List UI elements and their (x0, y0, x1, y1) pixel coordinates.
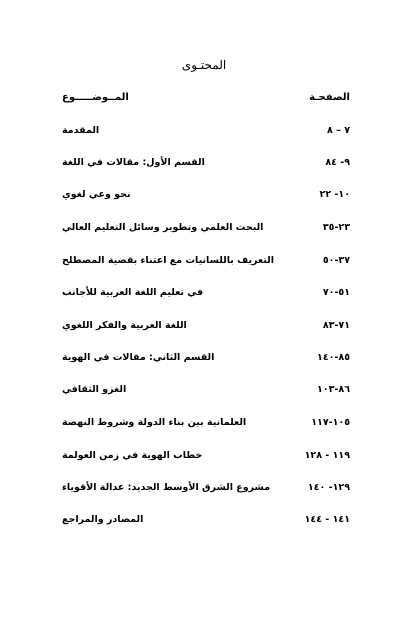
contents-pages: ٢٣-٣٥ (322, 221, 350, 233)
contents-topic: القسم الثاني: مقالات في الهوية (62, 351, 215, 363)
contents-pages: ٧ – ٨ (327, 124, 350, 136)
contents-topic: نحو وعي لغوي (62, 188, 131, 200)
page-title: المحتـوى (181, 58, 227, 72)
contents-topic: العلمانية بين بناء الدولة وشروط النهضة (62, 416, 247, 428)
contents-pages: ٨٥-١٤٠ (317, 351, 350, 363)
contents-row (62, 121, 350, 139)
contents-row (62, 153, 350, 171)
contents-pages: ١١٩ - ١٢٨ (304, 449, 350, 461)
contents-topic: التعريف باللسانيات مع اعتناء بقضية المصطلح (62, 254, 274, 266)
contents-topic: البحث العلمي وتطوير وسائل التعليم العالي (62, 221, 264, 233)
contents-pages: ١٤١ - ١٤٤ (304, 513, 350, 525)
contents-topic: المقدمة (62, 124, 100, 136)
contents-row (62, 446, 350, 464)
contents-topic: خطاب الهوية في زمن العولمة (62, 449, 203, 461)
contents-pages: ١٠- ٢٢ (319, 188, 350, 200)
contents-pages: ١٠٥-١١٧ (311, 416, 350, 428)
contents-topic: القسم الأول: مقالات في اللغة (62, 156, 205, 168)
contents-header (62, 88, 350, 106)
page-column-header: الصفحـة (309, 91, 350, 103)
contents-row (62, 283, 350, 301)
contents-topic: مشروع الشرق الأوسط الجديد: عدالة الأقوياء (62, 481, 271, 493)
contents-pages: ٣٧-٥٠ (322, 254, 350, 266)
contents-pages: ٩- ٨٤ (325, 156, 350, 168)
contents-row (62, 413, 350, 431)
contents-row (62, 218, 350, 236)
contents-pages: ٥١-٧٠ (322, 286, 350, 298)
contents-row (62, 348, 350, 366)
contents-pages: ٧١-٨٣ (322, 319, 350, 331)
contents-topic: اللغة العربية والفكر اللغوي (62, 319, 187, 331)
contents-row (62, 185, 350, 203)
contents-row (62, 478, 350, 496)
contents-topic: المصادر والمراجع (62, 513, 144, 525)
contents-row (62, 510, 350, 528)
contents-row (62, 316, 350, 334)
contents-row (62, 380, 350, 398)
contents-topic: الغزو الثقافي (62, 383, 127, 395)
contents-row (62, 251, 350, 269)
contents-pages: ٨٦-١٠٣ (317, 383, 350, 395)
topic-column-header: المــوضـــــوع (62, 91, 129, 103)
contents-pages: ١٢٩- ١٤٠ (307, 481, 350, 493)
contents-topic: في تعليم اللغة العربية للأجانب (62, 286, 204, 298)
